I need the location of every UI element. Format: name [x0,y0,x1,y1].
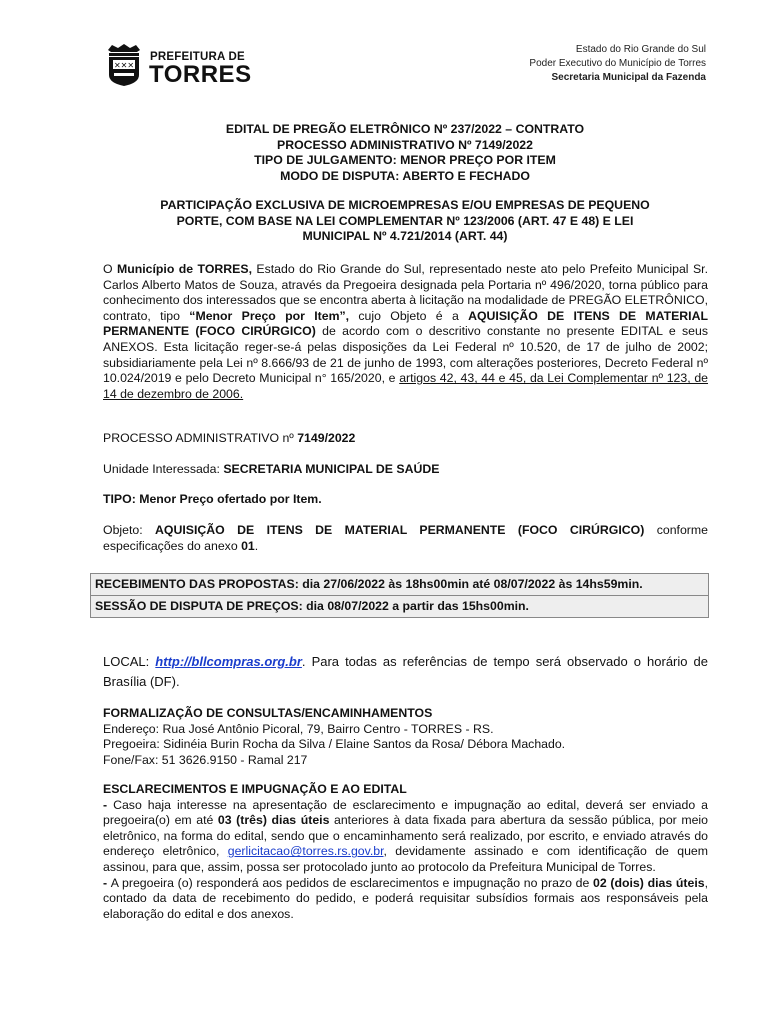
email-link[interactable]: gerlicitacao@torres.rs.gov.br [227,844,384,859]
title-line-4: MODO DE DISPUTA: ABERTO E FECHADO [280,168,530,183]
logo-caption: PREFEITURA DE [150,51,245,63]
clarification-text: Caso haja interesse na apresentação de esclarecimento e impugnação ao edital, deverá ser enviado a pregoeira(o) em até [103,797,709,828]
clarification-text: , devidamente assinado e com identificação de quem assinou, para que, assim, possa ser protocolado junto ao protocolo da Prefeitura Municipal de Torres. [103,844,708,874]
logo-title: TORRES [149,61,252,88]
municipality-name: Município de TORRES, [116,262,252,276]
clarification-text: A pregoeira (o) responderá aos pedidos de esclarecimentos e impugnação no prazo de [110,875,594,890]
unit-value: SECRETARIA MUNICIPAL DE SAÚDE [223,462,440,476]
bid-type-line [103,492,708,508]
location-paragraph [103,652,708,692]
process-label: PROCESSO ADMINISTRATIVO nº [103,431,298,445]
bid-type: “Menor Preço por Item”, [189,308,350,323]
contacts-section [103,706,708,768]
bullet-dash: - [103,797,114,812]
object-label: Objeto: [103,523,156,537]
participation-notice [100,198,710,245]
object-value: AQUISIÇÃO DE ITENS DE MATERIAL PERMANENTE (FOCO CIRÚRGICO) [155,523,645,537]
legal-reference: artigos 42, 43, 44 e 45, da Lei Complementar nº 123, de 14 de dezembro de 2006. [103,371,709,401]
location-text: . Para todas as referências de tempo será observado o horário de Brasília (DF). [103,654,709,689]
intro-text: O [103,262,117,276]
title-line-1: EDITAL DE PREGÃO ELETRÔNICO Nº 237/2022 – CONTRATO [225,122,585,136]
clarification-paragraph-1 [103,798,708,876]
intro-text: cujo Objeto é a [349,308,469,323]
contacts-heading: FORMALIZAÇÃO DE CONSULTAS/ENCAMINHAMENTOS [103,706,433,720]
type-label: TIPO [103,492,132,506]
process-number [103,431,708,447]
bullet-dash: - [103,875,111,890]
deadline-three-days: 03 (três) dias úteis [217,813,330,828]
price-dispute-row: SESSÃO DE DISPUTA DE PREÇOS: dia 08/07/2022 a partir das 15hs00min. [91,595,708,617]
clarification-heading: ESCLARECIMENTOS E IMPUGNAÇÃO E AO EDITAL [103,782,407,796]
bll-compras-link[interactable]: http://bllcompras.org.br [155,654,302,669]
edital-title [100,122,710,184]
title-line-3: TIPO DE JULGAMENTO: MENOR PREÇO POR ITEM [254,153,556,167]
contacts-address: Endereço: Rua José Antônio Picoral, 79, Bairro Centro - TORRES - RS. [103,721,494,736]
letterhead-executive: Poder Executivo do Município de Torres [529,58,706,69]
schedule-table [90,573,709,618]
object-line [103,523,708,554]
title-line-2: PROCESSO ADMINISTRATIVO Nº 7149/2022 [277,137,533,152]
clarification-text: , contado da data de recebimento do pedido, e poderá requisitar subsídios formais aos responsáveis pela elaboração do edital e dos anexos. [103,875,708,921]
proposals-receipt-row: RECEBIMENTO DAS PROPOSTAS: dia 27/06/2022 às 18hs00min até 08/07/2022 às 14hs59min. [91,574,708,595]
location-label: LOCAL: [103,654,156,669]
process-value: 7149/2022 [297,431,356,445]
participation-line-3: MUNICIPAL Nº 4.721/2014 (ART. 44) [302,229,508,243]
contacts-phone: Fone/Fax: 51 3626.9150 - Ramal 217 [103,752,308,767]
unit-label: Unidade Interessada: [103,462,224,476]
interested-unit [103,462,708,478]
intro-paragraph [103,262,708,402]
type-value: : Menor Preço ofertado por Item. [131,492,322,506]
intro-text: de acordo com o descritivo constante no presente EDITAL e seus ANEXOS. Esta licitação reger-se-á pelas disposições da Lei Federal nº 10.520, de 17 de julho de 2002; subsidiariamente pela Lei nº 8.666/93 de 21 de junho de 1993, com alterações posteriores, Decreto Federal nº 10.024/2019 e pelo Decreto Municipal n° 165/2020, e [103,324,708,386]
letterhead-state: Estado do Rio Grande do Sul [575,44,706,55]
letterhead-department: Secretaria Municipal da Fazenda [551,72,706,83]
bid-object: AQUISIÇÃO DE ITENS DE MATERIAL PERMANENTE (FOCO CIRÚRGICO) [103,308,708,339]
participation-line-1: PARTICIPAÇÃO EXCLUSIVA DE MICROEMPRESAS E/OU EMPRESAS DE PEQUENO [160,198,650,212]
prefeitura-logo [104,42,252,88]
svg-text:✕✕✕: ✕✕✕ [113,61,135,70]
torres-crest-icon [104,42,144,88]
deadline-two-days: 02 (dois) dias úteis [593,875,705,890]
contacts-officer: Pregoeira: Sidinéia Burin Rocha da Silva / Elaine Santos da Rosa/ Débora Machado. [103,737,566,752]
intro-text: Estado do Rio Grande do Sul, representado neste ato pelo Prefeito Municipal Sr. Carlos Alberto Matos de Souza, através da Pregoeira designada pela Portaria nº 496/2020, torna público para conhecimento dos interessados que se encontra aberta à licitação na modalidade de PREGÃO ELETRÔNICO, contrato, tipo [103,262,708,323]
object-annex: 01 [241,538,255,553]
letterhead [529,43,706,85]
participation-line-2: PORTE, COM BASE NA LEI COMPLEMENTAR Nº 123/2006 (ART. 47 E 48) E LEI [176,213,634,228]
object-tail: conforme especificações do anexo [103,523,708,553]
clarification-text: anteriores à data fixada para abertura da sessão pública, por meio eletrônico, na forma do edital, sendo que o encaminhamento será realizado, por escrito, e enviado através do endereço eletrônico, [103,813,708,859]
object-end: . [254,538,259,553]
clarification-section [103,782,708,922]
clarification-paragraph-2 [103,876,708,923]
